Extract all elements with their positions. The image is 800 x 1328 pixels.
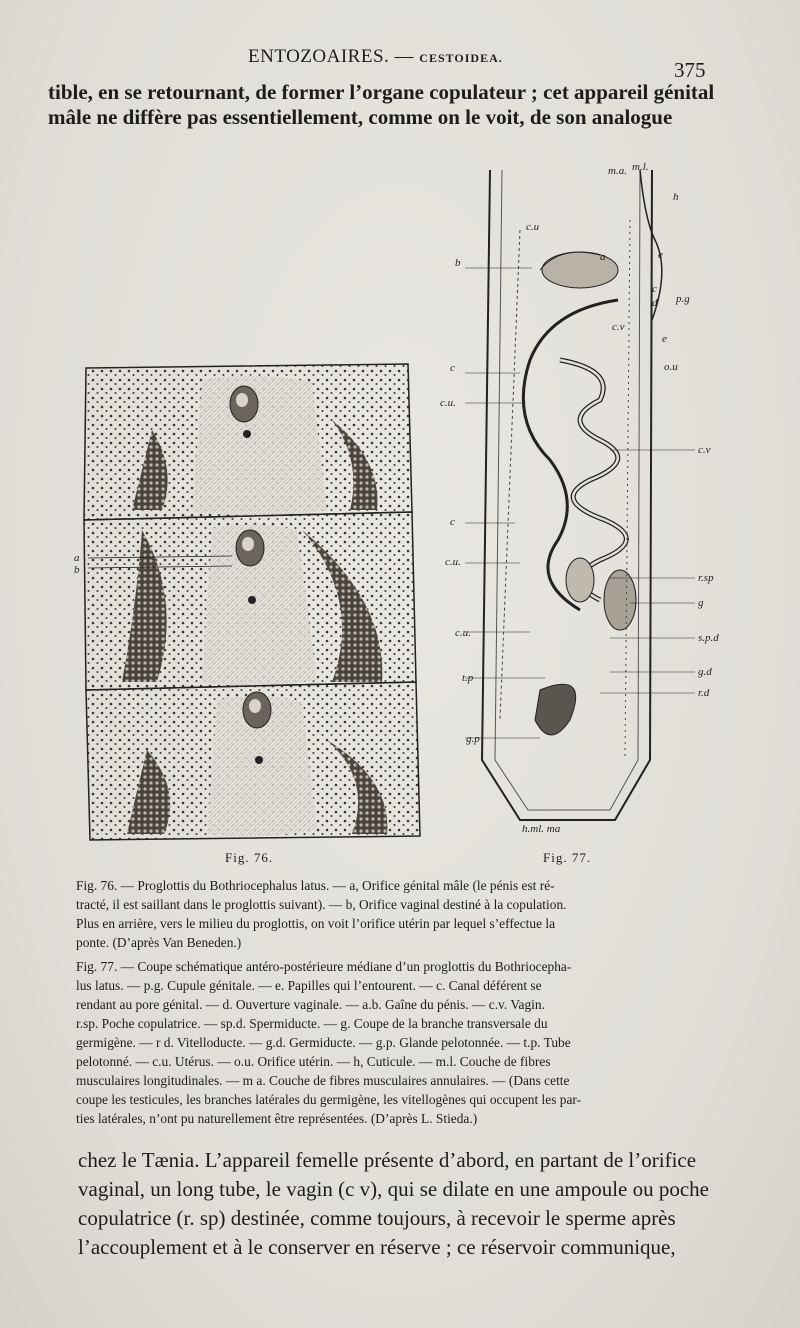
figure-77-caption: Fig. 77. — Coupe schématique antéro-postérieure médiane d’un proglottis du Bothriocepha- lus latus. — p.g. Cupule génitale. — e. Papilles qui l’entourent. — c. Canal déférent se rendant au pore génital. — d. Ouverture vaginale. — a.b. Gaîne du pénis. — c.v. Vagin. r.sp. Poche copulatrice. — sp.d. Spermiducte. — g. Coupe de la branche transversale du germigène. — r d. Vitelloducte. — g.d. Germiducte. — g.p. Glande pelotonnée. — t.p. Tube pelotonné. — c.u. Utérus. — o.u. Orifice utérin. — h, Cuticule. — m.l. Couche de fibres musculaires longitudinales. — m a. Couche de fibres musculaires annulaires. — (Dans cette coupe les testicules, les branches latérales du germigène, les vitellogènes qui occupent les par- ties latérales, n’ont pu naturellement être représentées. (D’après L. Stieda.) [76,959,582,1126]
fig77-label-tp: t.p [462,672,474,684]
fig77-label-h: h [673,191,679,203]
fig77-label-cv2: c.v [698,444,711,456]
proglottis-segment [84,364,412,520]
fig77-label-rsp: r.sp [698,572,714,584]
bottom-paragraph: chez le Tænia. L’appareil femelle présente d’abord, en partant de l’orifice vaginal, un long tube, le vagin (c v), qui se dilate en une ampoule ou poche copulatrice (r. sp) destinée, comme toujours, à recevoir le sperme après l’accouplement et à le conserver en réserve ; ce réservoir communique, [78,1148,709,1259]
figure-77-illustration [440,160,760,840]
fig77-label-cv: c.v [612,321,625,333]
figure-76-illustration [74,360,428,845]
fig77-label-spd: s.p.d [698,632,719,644]
fig77-label-ma: m.a. [608,165,627,177]
fig77-label-gd: g.d [698,666,712,678]
fig77-label-d: d [652,297,658,309]
proglottis-segment [84,512,416,690]
running-header: ENTOZOAIRES. — CESTOIDEA. [248,46,503,67]
marker-b: b [74,564,80,576]
fig77-label-e: e [658,249,663,261]
figure-77-label: Fig. 77. [543,850,592,865]
fig77-label-cu-top: c.u [526,221,540,233]
fig77-label-rd: r.d [698,687,710,699]
figure-76-caption: Fig. 76. — Proglottis du Bothriocephalus latus. — a, Orifice génital mâle (le pénis est ré- tracté, il est saillant dans le proglottis suivant). — b, Orifice vaginal destiné à la copulation. Plus en arrière, vers le milieu du proglottis, on voit l’orifice utérin par lequel s’effectue la ponte. (D’après Van Beneden.) [76,878,567,950]
fig77-label-ml: m.l. [632,161,649,173]
marker-a: a [74,552,80,564]
proglottis-segment [86,682,420,840]
fig77-label-bottom: h.ml. ma [522,823,561,835]
figure-76-label: Fig. 76. [225,850,274,865]
fig77-label-e2: e [662,333,667,345]
top-paragraph: tible, en se retournant, de former l’organe copulateur ; cet appareil génital mâle ne diffère pas essentiellement, comme on le voit, de son analogue [48,80,715,129]
running-title: ENTOZOAIRES. [248,46,390,67]
fig77-label-gp: g.p [466,733,480,745]
fig77-label-a: a [600,251,606,263]
fig77-label-c: c [450,516,455,528]
section-title: CESTOIDEA. [419,51,503,65]
fig77-label-cu: c.u. [440,397,456,409]
fig77-label-g: g [698,597,704,609]
fig77-label-b: b [455,257,461,269]
fig77-label-c-right: c [652,283,657,295]
page-number: 375 [674,58,706,82]
fig77-label-cu: c.u. [455,627,471,639]
fig77-label-pg: p.g [676,293,690,305]
fig77-label-c: c [450,362,455,374]
fig77-label-ou: o.u [664,361,678,373]
fig77-label-cu: c.u. [445,556,461,568]
